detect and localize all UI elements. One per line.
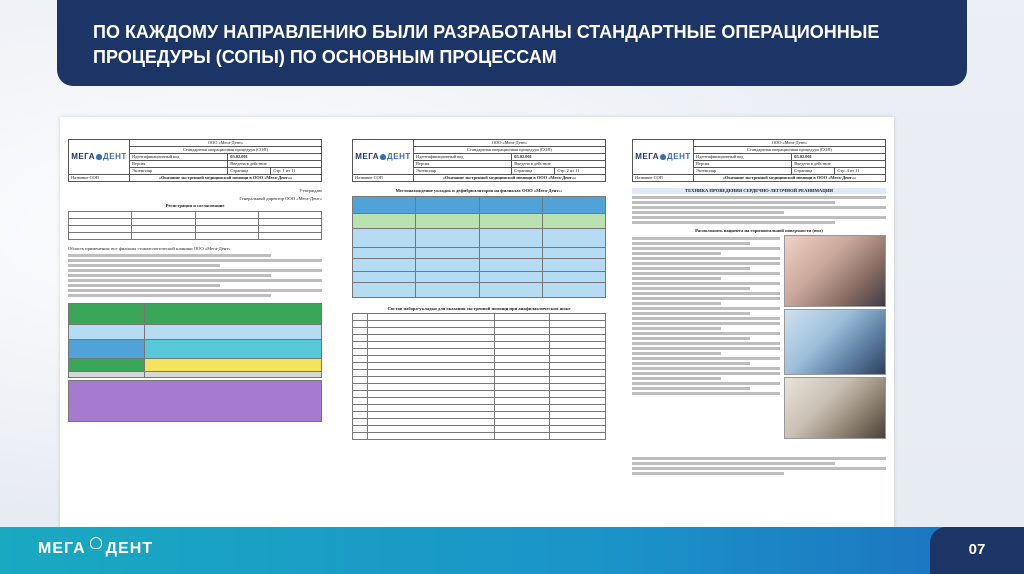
kit-composition-table (352, 313, 606, 440)
sop-page-2: МЕГА ДЕНТ ООО «Мега-Дент» Стандартная операционная процедура (СОП) Идентификационный код 05.02.001 Версия Введена в действие Экземпляр Страница Стр. 2 из 11 Название СОП «Оказание экстренной медицинской помощи в ООО «Мега-Дент»» Местонахождение укладок и дефибрилляторов на филиалах ООО «Мега-Дент»: Состав набора-укладки для оказания экстренной помощи при анафилактическом шоке (352, 139, 606, 519)
sop-page-3: МЕГА ДЕНТ ООО «Мега-Дент» Стандартная операционная процедура (СОП) Идентификационный код 05.02.001 Версия Введена в действие Экземпляр Страница Стр. 4 из 11 Название СОП «Оказание экстренной медицинской помощи в ООО «Мега-Дент»» ТЕХНИКА ПРОВЕДЕНИЯ СЕРДЕЧНО-ЛЕГОЧНОЙ РЕАНИМАЦИИ Расположить пациента на горизонтальной поверхности (пол) (632, 139, 886, 519)
tooth-icon (660, 154, 666, 160)
approval-table (68, 211, 322, 240)
slide-header (57, 0, 967, 86)
sop-logo: МЕГА ДЕНТ (69, 140, 130, 175)
sop-header-table-3: МЕГА ДЕНТ ООО «Мега-Дент» Стандартная операционная процедура (СОП) Идентификационный код 05.02.001 Версия Введена в действие Экземпляр Страница Стр. 4 из 11 Название СОП «Оказание экстренной медицинской помощи в ООО «Мега-Дент»» (632, 139, 886, 182)
page-number: 07 (968, 541, 986, 558)
slide-title: ПО КАЖДОМУ НАПРАВЛЕНИЮ БЫЛИ РАЗРАБОТАНЫ СТАНДАРТНЫЕ ОПЕРАЦИОННЫЕ ПРОЦЕДУРЫ (СОПЫ) ПО ОСНОВНЫМ ПРОЦЕССАМ (93, 22, 880, 67)
footer-logo: МЕГА ДЕНТ (38, 540, 153, 558)
slide-footer (0, 527, 1024, 574)
page-number-box (930, 527, 1024, 574)
tooth-icon (90, 537, 102, 549)
cpr-photo-2 (784, 309, 886, 375)
document-sheet (60, 117, 894, 527)
cpr-photo-3 (784, 377, 886, 439)
sop-header-table-2: МЕГА ДЕНТ ООО «Мега-Дент» Стандартная операционная процедура (СОП) Идентификационный код 05.02.001 Версия Введена в действие Экземпляр Страница Стр. 2 из 11 Название СОП «Оказание экстренной медицинской помощи в ООО «Мега-Дент»» (352, 139, 606, 182)
tooth-icon (380, 154, 386, 160)
sop-header-table: МЕГА ДЕНТ ООО «Мега-Дент» Стандартная операционная процедура (СОП) Идентификационный код 05.02.001 Версия Введена в действие Экземпляр Страница Стр. 1 из 11 Название СОП «Оказание экстренной медицинской помощи в ООО «Мега-Дент»» (68, 139, 322, 182)
anaphylaxis-color-table (68, 303, 322, 378)
sop-page-1: МЕГА ДЕНТ ООО «Мега-Дент» Стандартная операционная процедура (СОП) Идентификационный код 05.02.001 Версия Введена в действие Экземпляр Страница Стр. 1 из 11 Название СОП «Оказание экстренной медицинской помощи в ООО «Мега-Дент»» Утверждаю Генеральный директор ООО «Мега-Дент» Регистрация и согласование Область применения: все филиалы стоматологической клиники ООО «Мега-Дент» (68, 139, 322, 519)
tooth-icon (96, 154, 102, 160)
cpr-photo-1 (784, 235, 886, 307)
background-watermark-right (880, 140, 1000, 210)
measures-table (68, 380, 322, 422)
kit-location-table (352, 196, 606, 298)
